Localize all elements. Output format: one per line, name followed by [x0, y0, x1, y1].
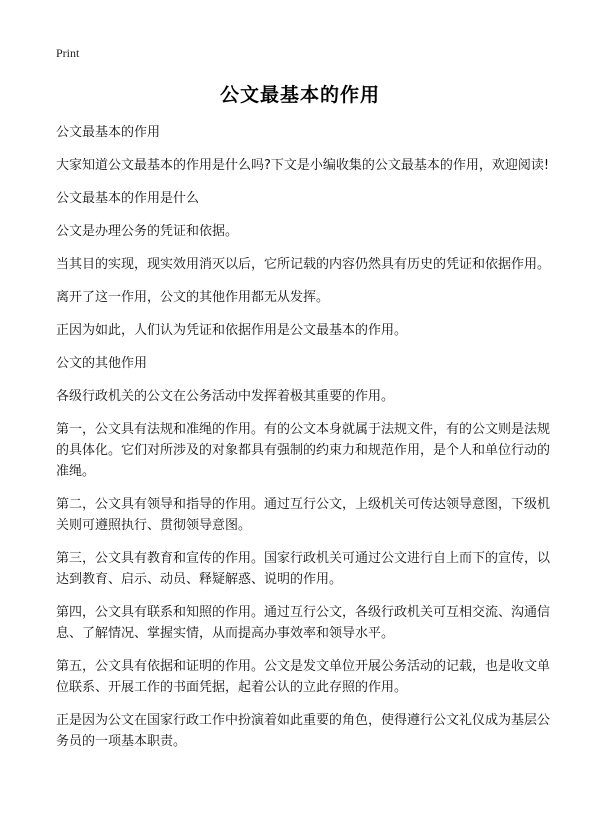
print-label: Print [56, 46, 80, 60]
paragraph: 公文的其他作用 [56, 356, 148, 371]
paragraph: 公文最基本的作用是什么 [56, 191, 200, 206]
paragraph: 大家知道公文最基本的作用是什么吗?下文是小编收集的公文最基本的作用，欢迎阅读! [56, 158, 550, 173]
paragraph: 公文是办理公务的凭证和依据。 [56, 224, 239, 239]
paragraph: 第三，公文具有教育和宣传的作用。国家行政机关可通过公文进行自上而下的宣传，以达到教育、启示、动员、释疑解惑、说明的作用。 [56, 551, 551, 587]
paragraph: 第四，公文具有联系和知照的作用。通过互行公文，各级行政机关可互相交流、沟通信息、了解情况、掌握实情，从而提高办事效率和领导水平。 [56, 605, 551, 641]
paragraph: 离开了这一作用，公文的其他作用都无从发挥。 [56, 290, 330, 305]
paragraph: 第五，公文具有依据和证明的作用。公文是发文单位开展公务活动的记载，也是收文单位联系、开展工作的书面凭据，起着公认的立此存照的作用。 [56, 659, 551, 695]
paragraph: 正因为如此，人们认为凭证和依据作用是公文最基本的作用。 [56, 323, 408, 338]
paragraph: 当其目的实现，现实效用消灭以后，它所记载的内容仍然具有历史的凭证和依据作用。 [56, 257, 551, 272]
paragraph: 第一，公文具有法规和准绳的作用。有的公文本身就属于法规文件，有的公文则是法规的具体化。它们对所涉及的对象都具有强制的约束力和规范作用，是个人和单位行动的准绳。 [56, 422, 551, 479]
paragraph: 第二，公文具有领导和指导的作用。通过互行公文，上级机关可传达领导意图，下级机关则可遵照执行、贯彻领导意图。 [56, 497, 551, 533]
paragraph: 正是因为公文在国家行政工作中扮演着如此重要的角色，使得遵行公文礼仪成为基层公务员的一项基本职责。 [56, 713, 551, 749]
paragraph: 各级行政机关的公文在公务活动中发挥着极其重要的作用。 [56, 389, 395, 404]
paragraph: 公文最基本的作用 [56, 125, 161, 140]
page-title: 公文最基本的作用 [219, 84, 380, 106]
document-body [56, 122, 552, 764]
